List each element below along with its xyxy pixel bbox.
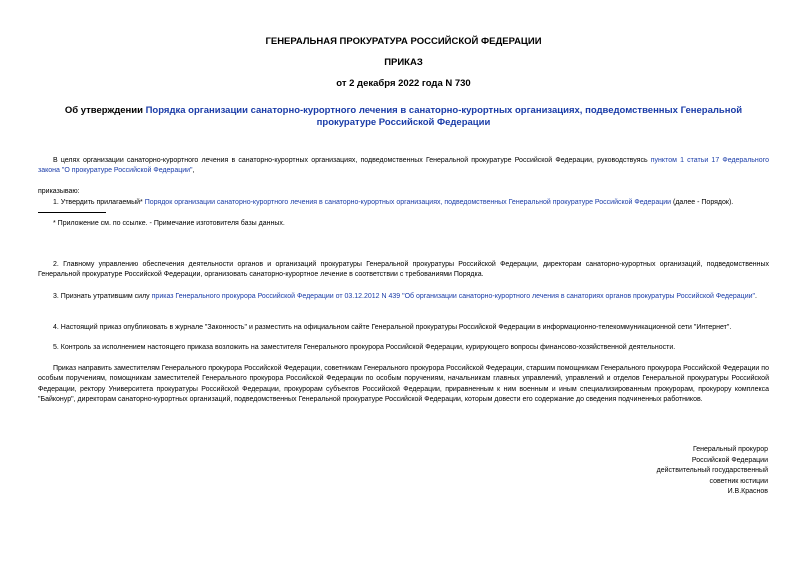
item-2: 2. Главному управлению обеспечения деятельности органов и организаций прокуратуры Генеральной прокуратуры Российской Федерации, директорам санаторно-курортных организаций, подведомственных Генеральной прокуратуре Российской Федерации, организовать санаторно-курортное лечение в соответствии с требованиями Порядка. (38, 261, 769, 279)
item-5: 5. Контроль за исполнением настоящего приказа возложить на заместителя Генерального прокурора Российской Федерации, курирующего вопросы финансово-хозяйственной деятельности. (53, 344, 676, 351)
subject-prefix: Об утверждении (64, 105, 146, 116)
item-4: 4. Настоящий приказ опубликовать в журнале "Законность" и разместить на официальном сайте Генеральной прокуратуры Российской Федерации в информационно-телекоммуникационной сети "Интернет". (53, 324, 732, 331)
footnote: * Приложение см. по ссылке. - Примечание изготовителя базы данных. (53, 220, 285, 227)
item-1 (38, 198, 769, 208)
item-3 (38, 292, 769, 302)
procedure-link[interactable]: Порядок организации санаторно-курортного лечения в санаторно-курортных организациях, подведомственных Генеральной прокуратуре Российской Федерации (144, 199, 672, 206)
signature-line: Генеральный прокурор (692, 446, 768, 453)
subject-link[interactable]: Порядка организации санаторно-курортного лечения в санаторно-курортных организациях, подведомственных Генеральной прокуратуре Российской Федерации (145, 105, 743, 128)
law-link[interactable]: пунктом 1 статьи 17 Федерального закона "О прокуратуре Российской Федерации" (38, 157, 769, 175)
doc-type: ПРИКАЗ (384, 57, 423, 68)
footnote-divider (38, 212, 106, 213)
org-title: ГЕНЕРАЛЬНАЯ ПРОКУРАТУРА РОССИЙСКОЙ ФЕДЕРАЦИИ (265, 36, 542, 47)
signature-line: советник юстиции (709, 477, 768, 485)
item-1-text: 1. Утвердить прилагаемый* (53, 199, 145, 206)
distribution-paragraph: Приказ направить заместителям Генерального прокурора Российской Федерации, советникам Генерального прокурора Российской Федерации, старшим помощникам Генерального прокурора Российской Федерации по особым поручениям, помощникам заместителей Генерального прокурора Российской Федерации по особым поручениям, начальникам главных управлений, управлений и отделов Генеральной прокуратуры Российской Федерации, ректору Университета прокуратуры Российской Федерации, прокурорам субъектов Российской Федерации, приравненным к ним военным и иным специализированным прокурорам, прокурору комплекса "Байконур", директорам санаторно-курортных организаций, подведомственных Генеральной прокуратуре Российской Федерации, которым довести его содержание до сведения подчиненных работников. (38, 365, 769, 403)
doc-subject (46, 105, 761, 129)
item-3-text: 3. Признать утратившим силу (53, 293, 152, 300)
item-1-end: (далее - Порядок). (671, 199, 734, 206)
signer-name: И.В.Краснов (727, 488, 768, 495)
repealed-order-link[interactable]: приказ Генерального прокурора Российской Федерации от 03.12.2012 N 439 "Об организации санаторно-курортного лечения в санаториях органов прокуратуры Российской Федерации" (151, 293, 755, 300)
item-3-end: . (755, 293, 757, 300)
preamble-paragraph (38, 156, 769, 177)
preamble-end: , (192, 167, 195, 175)
doc-date: от 2 декабря 2022 года N 730 (336, 78, 471, 89)
preamble-text: В целях организации санаторно-курортного лечения в санаторно-курортных организациях, подведомственных Генеральной прокуратуре Российской Федерации, руководствуясь (53, 157, 651, 164)
signature-line: Российской Федерации (691, 456, 768, 464)
signature-line: действительный государственный (656, 467, 768, 474)
order-word: приказываю: (38, 188, 80, 195)
signature-block (657, 445, 768, 498)
